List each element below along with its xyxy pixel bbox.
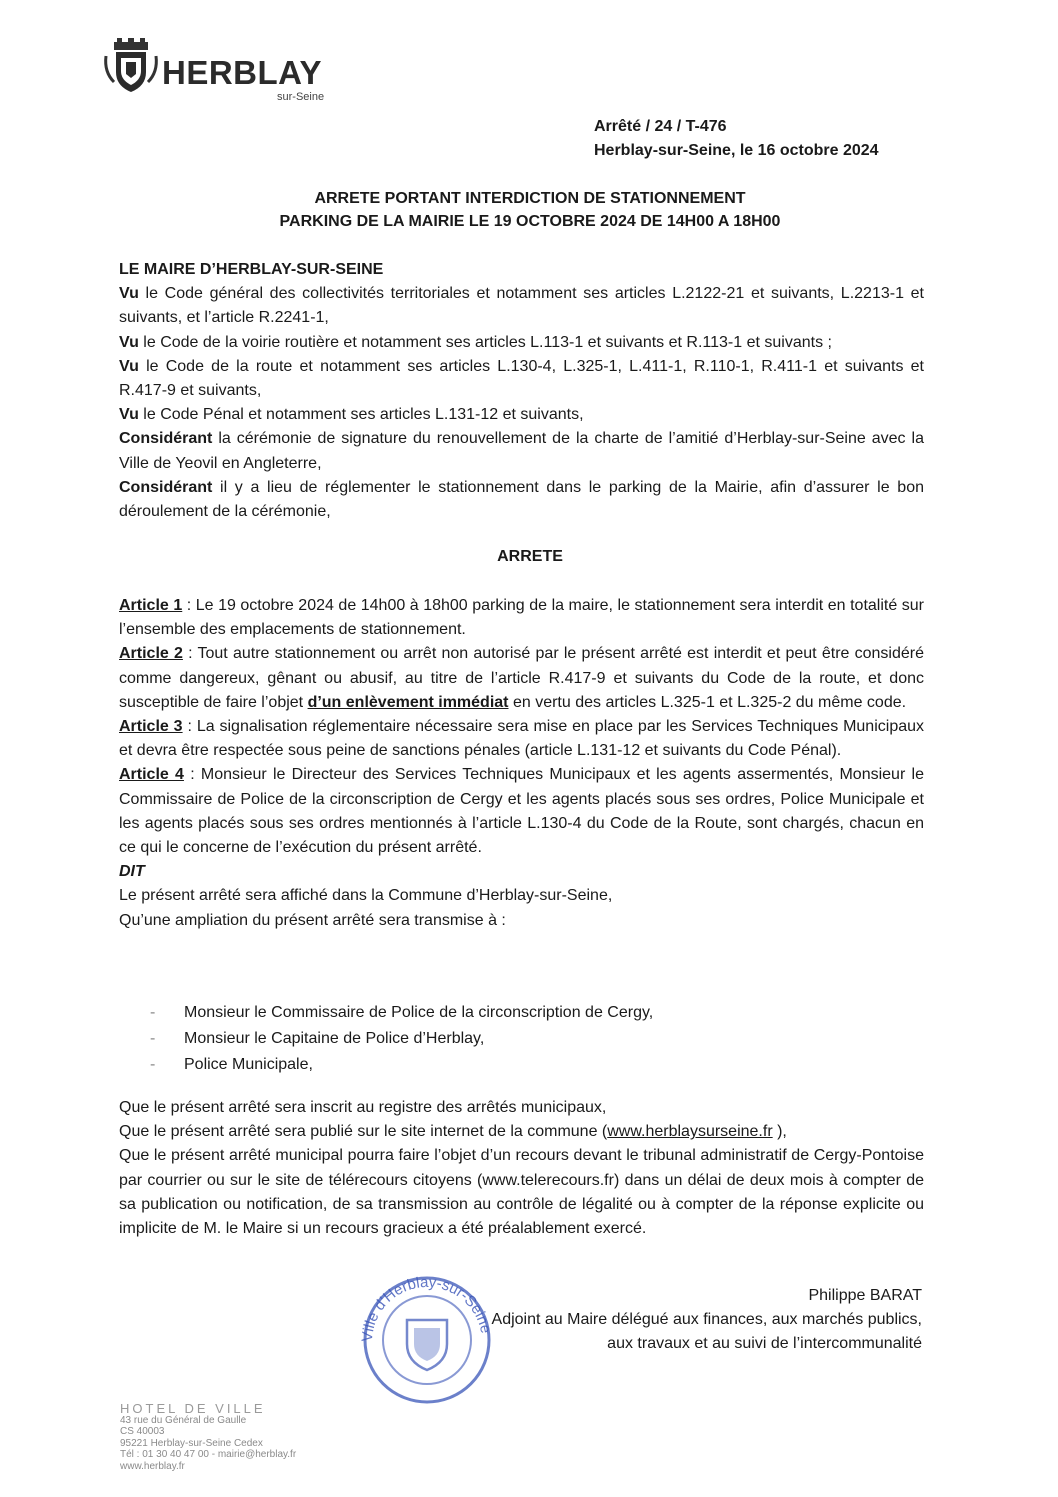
bullet-dash: -	[150, 1056, 156, 1073]
vu-text: le Code général des collectivités territoriales et notamment ses articles L.2122-21 et suivants, L.2213-1 et suivants, et l’article R.2241-1,	[119, 285, 924, 327]
logo-name: HERBLAY	[162, 54, 322, 91]
article-label: Article 4	[119, 766, 184, 784]
dit-line: Qu’une ampliation du présent arrêté sera transmise à :	[119, 911, 506, 929]
considerant-label: Considérant	[119, 478, 213, 496]
article-emphasis: d’un enlèvement immédiat	[307, 693, 509, 711]
website-link[interactable]: www.herblaysurseine.fr	[607, 1123, 773, 1141]
vu-text: le Code de la route et notamment ses articles L.130-4, L.325-1, L.411-1, R.110-1, R.411-1 et suivants et R.417-9 et suivants,	[119, 357, 924, 400]
logo-subtitle: sur-Seine	[277, 91, 325, 103]
list-item	[150, 1052, 653, 1078]
vu-label: Vu	[119, 357, 139, 375]
decree-reference: Arrêté / 24 / T-476	[594, 118, 727, 135]
vu-label: Vu	[119, 285, 139, 303]
footer-line: www.herblay.fr	[120, 1460, 185, 1472]
considerant-text: la cérémonie de signature du renouvellement de la charte de l’amitié d’Herblay-sur-Seine avec la Ville de Yeovil en Angleterre,	[119, 430, 924, 472]
article-text: : Tout autre stationnement ou arrêt non autorisé par le présent arrêté est interdit et peut être considéré comme dangereux, gênant ou abusif, au titre de l’article R.417-9 et suivants du Code de la route, et donc susceptible de faire l’objet	[119, 645, 925, 711]
considerant-paragraph	[119, 427, 924, 475]
recipient-text: Monsieur le Commissaire de Police de la circonscription de Cergy,	[184, 1004, 654, 1021]
article-text: : La signalisation réglementaire nécessaire sera mise en place par les Services Techniques Municipaux et devra être respectée sous peine de sanctions pénales (article L.131-12 et suivants du Code Pénal).	[119, 718, 925, 760]
herblay-logo	[102, 38, 332, 106]
closing	[119, 1096, 924, 1241]
signatory-role: Adjoint au Maire délégué aux finances, aux marchés publics,	[491, 1311, 922, 1328]
stamp-text: Ville d'Herblay-sur-Seine	[358, 1273, 495, 1343]
dit-line: Le présent arrêté sera affiché dans la Commune d’Herblay-sur-Seine,	[119, 887, 613, 905]
vu-paragraph	[119, 403, 924, 427]
article-4	[119, 763, 924, 860]
arrete-heading: ARRETE	[497, 548, 563, 565]
footer-heading: HOTEL DE VILLE	[120, 1401, 266, 1416]
article-label: Article 3	[119, 718, 183, 736]
footer-address	[120, 1403, 296, 1472]
closing-text: ),	[772, 1123, 787, 1141]
recipient-text: Police Municipale,	[184, 1056, 313, 1073]
vu-label: Vu	[119, 333, 139, 351]
closing-text: Que le présent arrêté sera publié sur le site internet de la commune (	[119, 1123, 608, 1141]
recipient-text: Monsieur le Capitaine de Police d’Herblay,	[184, 1030, 485, 1047]
signatory-role: aux travaux et au suivi de l’intercommunalité	[607, 1335, 922, 1352]
coat-of-arms-icon	[102, 38, 160, 96]
official-stamp	[352, 1262, 502, 1412]
article-1	[119, 594, 924, 642]
considerant-paragraph	[119, 476, 924, 524]
article-label: Article 1	[119, 597, 183, 614]
vu-paragraph	[119, 282, 924, 330]
preamble	[119, 258, 924, 524]
considerant-label: Considérant	[119, 430, 213, 448]
articles	[119, 594, 924, 933]
list-item	[150, 1026, 653, 1052]
bullet-dash: -	[150, 1030, 156, 1047]
article-text: en vertu des articles L.325-1 et L.325-2 du même code.	[508, 693, 907, 711]
considerant-text: il y a lieu de réglementer le stationnement dans le parking de la Mairie, afin d’assurer le bon déroulement de la cérémonie,	[119, 478, 924, 521]
article-3	[119, 715, 924, 763]
place-date: Herblay-sur-Seine, le 16 octobre 2024	[594, 142, 879, 159]
vu-label: Vu	[119, 406, 139, 424]
footer-line: 95221 Herblay-sur-Seine Cedex	[120, 1437, 263, 1449]
recipient-list	[150, 1000, 653, 1078]
vu-paragraph	[119, 355, 924, 403]
footer-line: Tél : 01 30 40 47 00 - mairie@herblay.fr	[120, 1449, 297, 1460]
article-label: Article 2	[119, 645, 183, 663]
article-text: : Le 19 octobre 2024 de 14h00 à 18h00 parking de la maire, le stationnement sera interdit en totalité sur l’ensemble des emplacements de stationnement.	[119, 597, 924, 639]
footer-line: CS 40003	[120, 1426, 165, 1437]
signatory-name: Philippe BARAT	[808, 1287, 922, 1304]
document-title-line-1: ARRETE PORTANT INTERDICTION DE STATIONNEMENT	[314, 190, 746, 207]
vu-text: le Code de la voirie routière et notamment ses articles L.113-1 et suivants et R.113-1 et suivants ;	[138, 333, 832, 351]
bullet-dash: -	[150, 1004, 156, 1021]
list-item	[150, 1000, 653, 1026]
vu-paragraph	[119, 331, 924, 355]
mayor-heading: LE MAIRE D’HERBLAY-SUR-SEINE	[119, 261, 384, 278]
document-title-line-2: PARKING DE LA MAIRIE LE 19 OCTOBRE 2024 DE 14H00 A 18H00	[279, 213, 781, 230]
dit-label: DIT	[119, 863, 145, 881]
article-text: : Monsieur le Directeur des Services Techniques Municipaux et les agents assermentés, Monsieur le Commissaire de Police de la circonscription de Cergy et les agents placés sous ses ordres, Police Municipale et les agents placés sous ses ordres mentionnés à l’article L.130-4 du Code de la Route, sont chargés, chacun en ce qui le concerne de l’exécution du présent arrêté.	[119, 766, 924, 857]
closing-line: Que le présent arrêté sera inscrit au registre des arrêtés municipaux,	[119, 1099, 607, 1116]
article-2	[119, 642, 924, 715]
footer-line: 43 rue du Général de Gaulle	[120, 1414, 247, 1426]
vu-text: le Code Pénal et notamment ses articles L.131-12 et suivants,	[138, 406, 584, 424]
closing-line: Que le présent arrêté municipal pourra faire l’objet d’un recours devant le tribunal administratif de Cergy-Pontoise par courrier ou sur le site de télérecours citoyens (www.telerecours.fr) dans un délai de deux mois à compter de sa publication ou notification, de sa transmission au contrôle de légalité ou à compter de la réponse explicite ou implicite de M. le Maire si un recours gracieux a été préalablement exercé.	[119, 1147, 924, 1238]
closing-line	[119, 1120, 924, 1144]
